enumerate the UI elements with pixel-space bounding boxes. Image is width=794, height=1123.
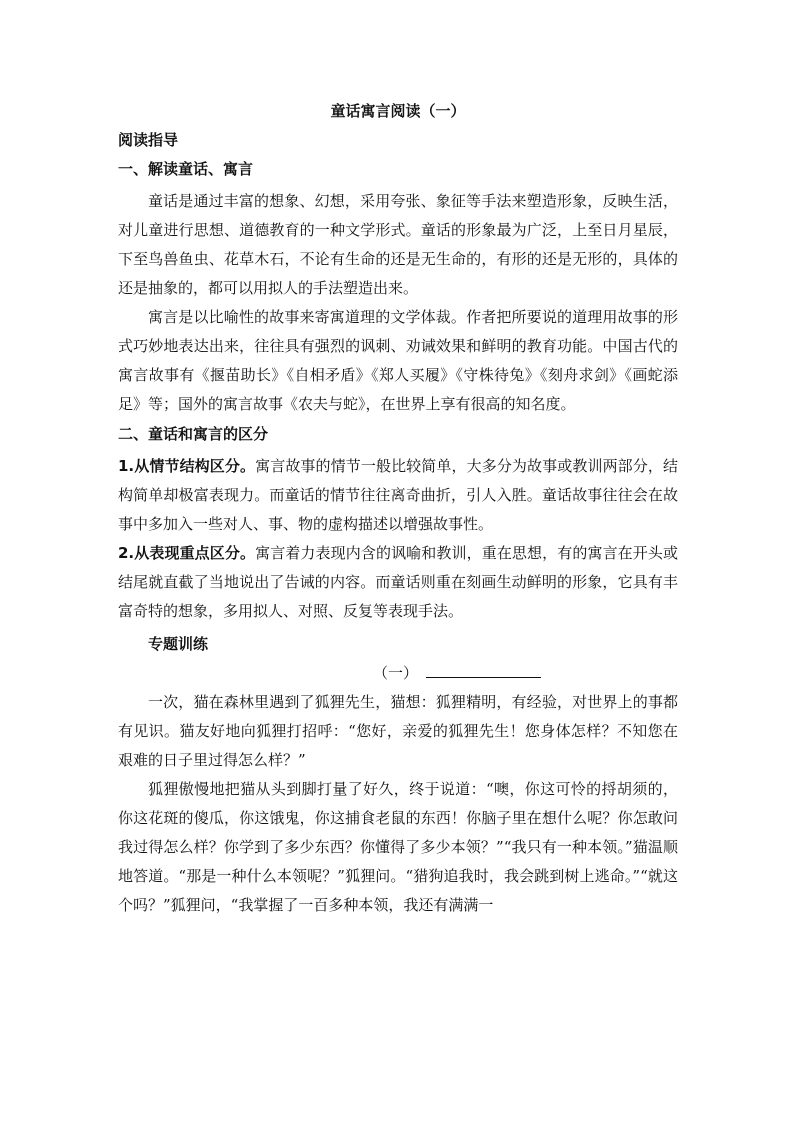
section2-item1-lead: 1.从情节结构区分。	[118, 457, 256, 475]
section1-paragraph-fairy-tale: 童话是通过丰富的想象、幻想，采用夸张、象征等手法来塑造形象，反映生活，对儿童进行思想、道德教育的一种文学形式。童话的形象最为广泛，上至日月星辰，下至鸟兽鱼虫、花草木石，不论有生命的还是无生命的，有形的还是无形的，具体的还是抽象的，都可以用拟人的手法塑造出来。	[118, 192, 678, 297]
story-title-blank	[426, 663, 541, 678]
section1-paragraph-fable: 寓言是以比喻性的故事来寄寓道理的文学体裁。作者把所要说的道理用故事的形式巧妙地表达出来，往往具有强烈的讽刺、劝诫效果和鲜明的教育功能。中国古代的寓言故事有《揠苗助长》《自相矛盾》《郑人买履》《守株待兔》《刻舟求剑》《画蛇添足》等；国外的寓言故事《农夫与蛇》，在世界上享有很高的知名度。	[118, 308, 678, 413]
section2-item1-text: 寓言故事的情节一般比较简单，大多分为故事或教训两部分，结构简单却极富表现力。而童话的情节往往离奇曲折，引人入胜。童话故事往往会在故事中多加入一些对人、事、物的虚构描述以增强故事性。	[118, 457, 678, 533]
document-title: 童话寓言阅读（一）	[330, 102, 466, 120]
section2-item2-lead: 2.从表现重点区分。	[118, 544, 256, 562]
story-paragraph-1: 一次，猫在森林里遇到了狐狸先生，猫想：狐狸精明，有经验，对世界上的事都有见识。猫友好地向狐狸打招呼：“您好，亲爱的狐狸先生！您身体怎样？不知您在艰难的日子里过得怎么样？”	[118, 693, 678, 769]
reading-guide-heading: 阅读指导	[118, 131, 179, 149]
story-label: （一）	[373, 664, 419, 682]
section2-heading: 二、童话和寓言的区分	[118, 425, 269, 443]
section2-item1	[118, 452, 678, 539]
section2-item2	[118, 539, 678, 626]
training-heading: 专题训练	[148, 635, 209, 653]
document-page	[118, 100, 678, 920]
section1-heading: 一、解读童话、寓言	[118, 160, 254, 178]
story-paragraph-2: 狐狸傲慢地把猫从头到脚打量了好久，终于说道：“噢，你这可怜的捋胡须的，你这花斑的傻瓜，你这饿鬼，你这捕食老鼠的东西！你脑子里在想什么呢？你怎敢问我过得怎么样？你学到了多少东西？你懂得了多少本领？”“我只有一种本领。”猫温顺地答道。“那是一种什么本领呢？”狐狸问。“猎狗追我时，我会跳到树上逃命。”“就这个吗？”狐狸问，“我掌握了一百多种本领，我还有满满一	[118, 780, 678, 914]
story-title-line	[118, 659, 678, 688]
section2-item2-text: 寓言着力表现内含的讽喻和教训，重在思想，有的寓言在开头或结尾就直截了当地说出了告诫的内容。而童话则重在刻画生动鲜明的形象，它具有丰富奇特的想象，多用拟人、对照、反复等表现手法。	[118, 544, 678, 620]
